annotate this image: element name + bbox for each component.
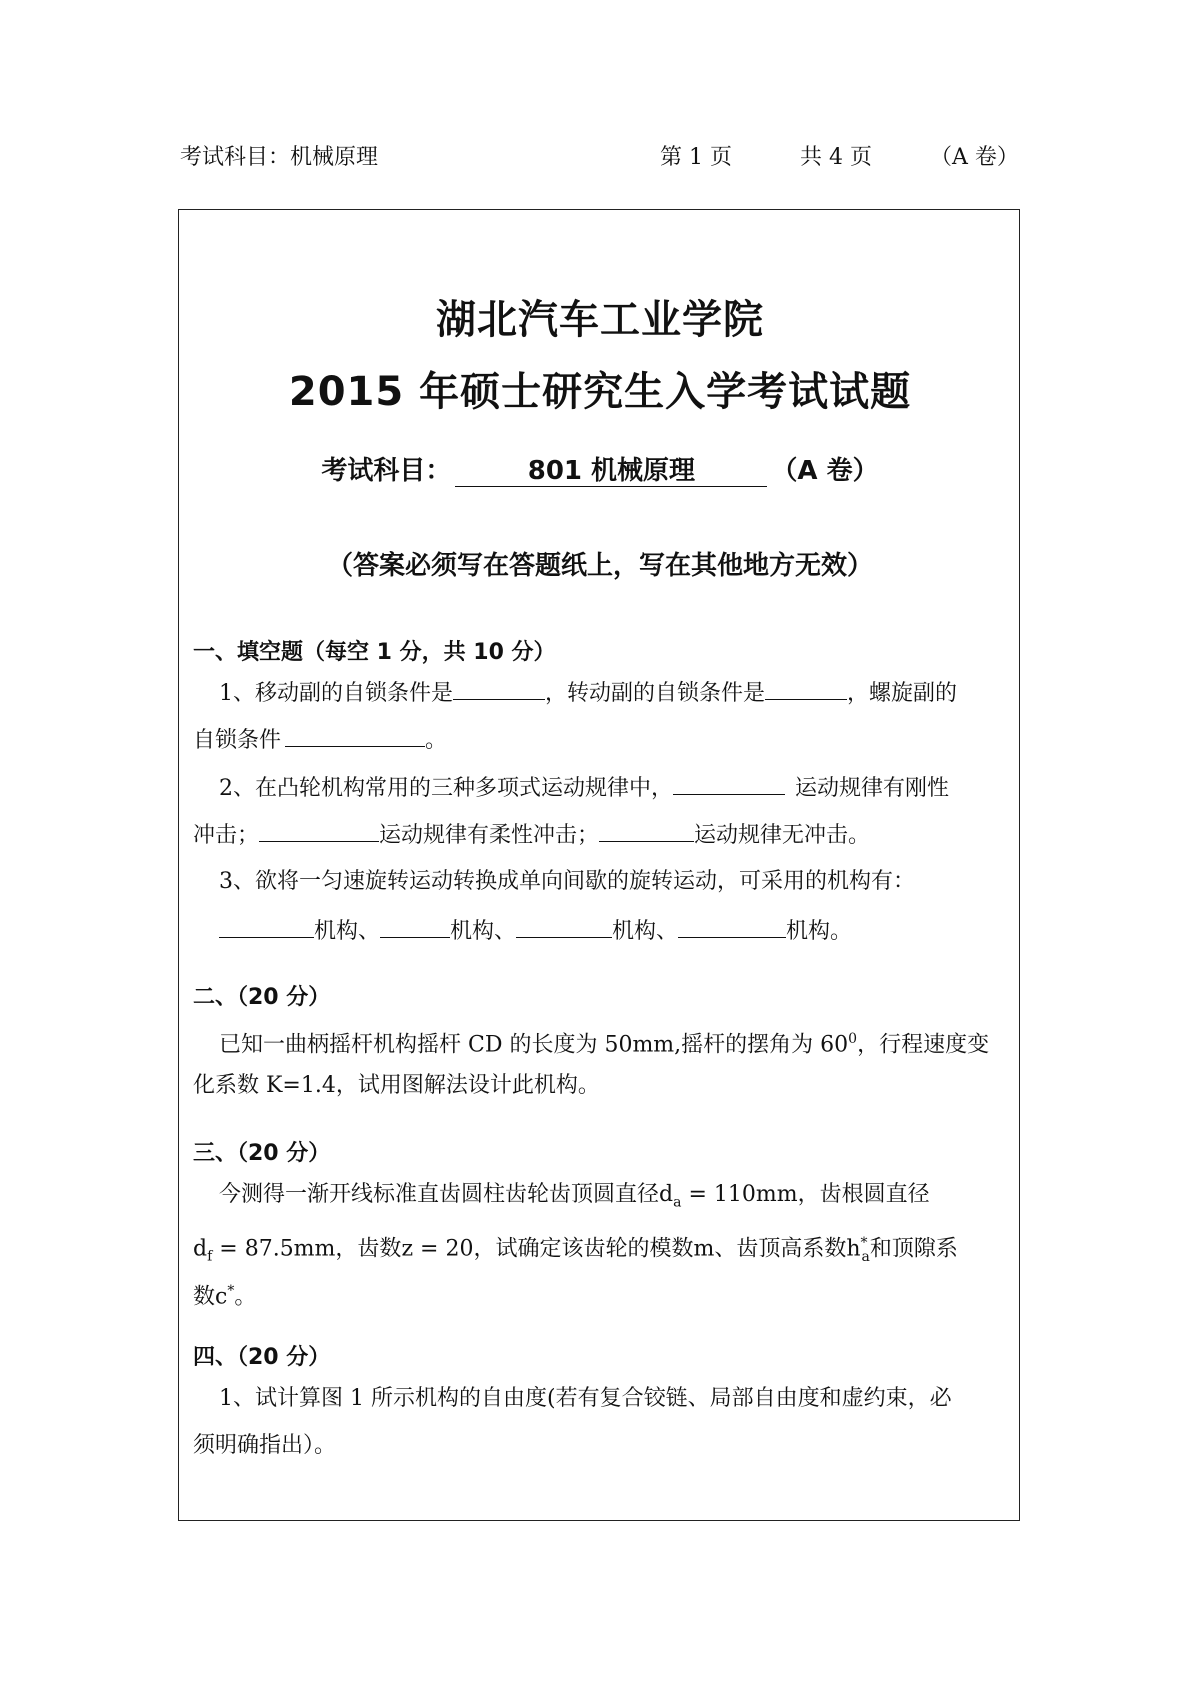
subject-label: 考试科目： [321, 456, 452, 486]
school-title: 湖北汽车工业学院 [436, 297, 764, 343]
q2-text-d: 运动规律有柔性冲击； [379, 823, 600, 848]
ha-symbol: h [846, 1236, 861, 1262]
q2-blank-2 [259, 819, 379, 842]
s2-degree-sup: 0 [848, 1031, 858, 1047]
section-3-heading: 三、（20 分） [193, 1141, 331, 1166]
z-value: z = 20 [401, 1236, 474, 1262]
header-page-number: 第 1 页 [660, 145, 732, 170]
subject-line [179, 450, 1021, 487]
exam-frame [178, 209, 1020, 1521]
s3-text-b: ，齿根圆直径 [797, 1182, 930, 1207]
q1-text-a: 1、移动副的自锁条件是 [219, 681, 453, 706]
subject-paper: （A 卷） [771, 456, 879, 486]
s3-text-d: ，试确定该齿轮的模数 [473, 1236, 694, 1262]
s3-text-c: ，齿数 [335, 1236, 402, 1262]
page-header [180, 140, 1019, 176]
q3-blank-3 [516, 915, 612, 938]
q3-line1: 3、欲将一匀速旋转运动转换成单向间歇的旋转运动，可采用的机构有： [219, 869, 915, 894]
q1-blank-1 [453, 677, 545, 700]
q1-blank-2 [765, 677, 847, 700]
q2-text-a: 2、在凸轮机构常用的三种多项式运动规律中， [219, 776, 673, 801]
s3-line1 [219, 1180, 930, 1217]
q1-line2 [193, 724, 447, 756]
q3-blank-1 [219, 915, 314, 938]
q3-blank-2 [380, 915, 450, 938]
s3-text-e: 、齿顶高系数 [714, 1236, 847, 1262]
q3-text-b4: 机构。 [786, 919, 853, 944]
header-total-pages: 共 4 页 [800, 145, 872, 170]
section-2-heading: 二、（20 分） [193, 985, 331, 1010]
s3-line2 [193, 1228, 958, 1272]
da-subscript: a [673, 1194, 682, 1211]
q1-text-d: 自锁条件 [193, 728, 282, 753]
da-symbol: d [659, 1182, 674, 1207]
s3-text-g: 数 [193, 1284, 216, 1310]
q1-blank-3 [285, 724, 425, 747]
s3-text-f: 和顶隙系 [869, 1236, 958, 1262]
s3-text-h: 。 [234, 1284, 257, 1310]
c-symbol: c [215, 1284, 228, 1310]
q3-text-b1: 机构、 [314, 919, 381, 944]
ha-subscript: a [861, 1248, 870, 1265]
q1-text-b: ，转动副的自锁条件是 [545, 681, 766, 706]
s2-line1 [219, 1024, 989, 1060]
q2-blank-3 [599, 819, 694, 842]
q2-line2 [193, 819, 870, 851]
q3-line2 [219, 915, 852, 947]
q3-text-b3: 机构、 [612, 919, 679, 944]
exam-title: 2015 年硕士研究生入学考试试题 [288, 369, 912, 415]
header-subject: 考试科目：机械原理 [180, 145, 379, 170]
s2-line2: 化系数 K=1.4，试用图解法设计此机构。 [193, 1073, 600, 1098]
q2-text-b: 运动规律有刚性 [795, 776, 950, 801]
q1-line1 [219, 677, 957, 709]
subject-value: 801 机械原理 [455, 456, 767, 487]
df-subscript: f [207, 1248, 213, 1265]
q2-line1 [219, 772, 949, 804]
q2-text-c: 冲击； [193, 823, 260, 848]
s4-line2: 须明确指出）。 [193, 1433, 337, 1458]
header-paper-version: （A 卷） [930, 145, 1019, 170]
df-symbol: d [193, 1236, 208, 1262]
q1-text-c: ，螺旋副的 [847, 681, 958, 706]
df-value: = 87.5mm [212, 1236, 336, 1262]
c-superscript: * [227, 1283, 235, 1299]
s3-text-a: 今测得一渐开线标准直齿圆柱齿轮齿顶圆直径 [219, 1182, 660, 1207]
q1-text-e: 。 [425, 728, 448, 753]
da-value: = 110mm [681, 1182, 798, 1207]
q3-blank-4 [678, 915, 786, 938]
s2-text-a: 已知一曲柄摇杆机构摇杆 CD 的长度为 50mm,摇杆的摆角为 60 [219, 1032, 849, 1058]
s4-line1: 1、试计算图 1 所示机构的自由度(若有复合铰链、局部自由度和虚约束，必 [219, 1386, 952, 1411]
q3-text-b2: 机构、 [450, 919, 517, 944]
section-4-heading: 四、（20 分） [193, 1345, 331, 1370]
q2-text-e: 运动规律无冲击。 [694, 823, 871, 848]
s2-text-b: ，行程速度变 [857, 1032, 990, 1058]
answer-notice: （答案必须写在答题纸上，写在其他地方无效） [326, 551, 873, 581]
s3-line3 [193, 1276, 256, 1312]
m-symbol: m [693, 1236, 715, 1262]
ha-superscript: * [860, 1235, 868, 1251]
q2-blank-1 [673, 772, 785, 795]
section-1-heading: 一、填空题（每空 1 分，共 10 分） [193, 640, 556, 665]
